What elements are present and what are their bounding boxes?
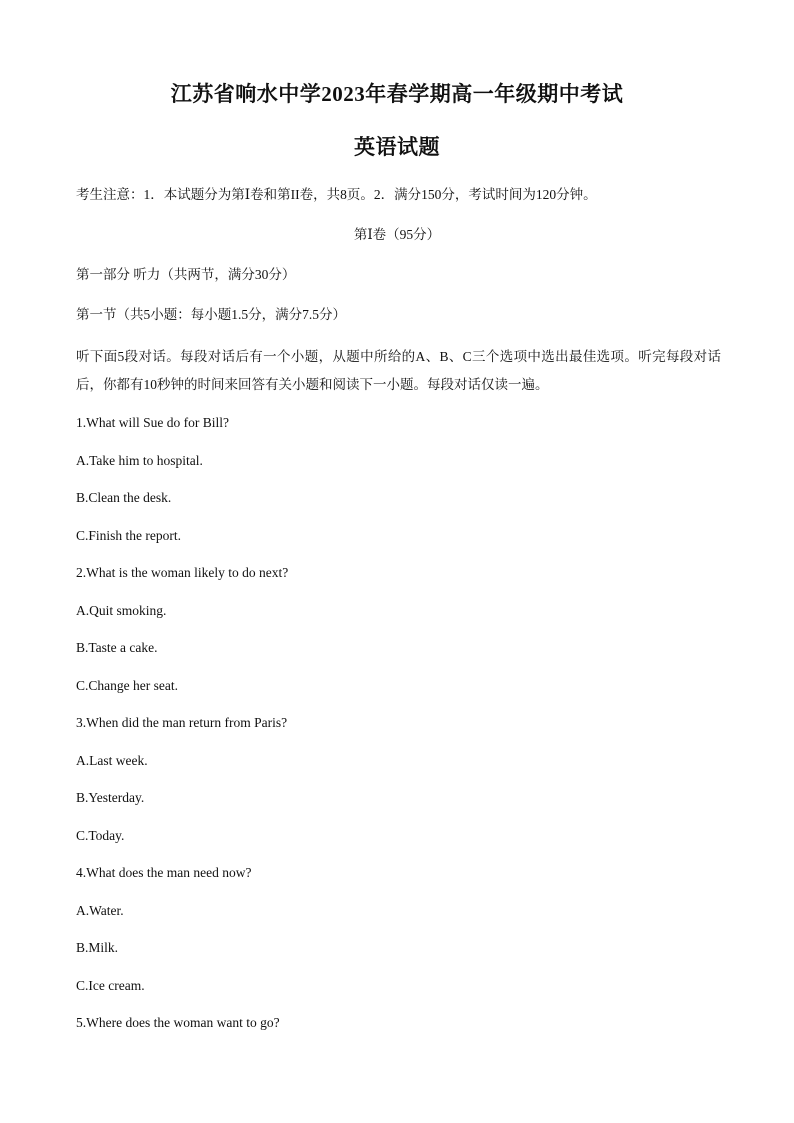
question-3-stem: 3.When did the man return from Paris?: [76, 715, 288, 730]
volume-heading: 第Ⅰ卷（95分）: [353, 227, 441, 242]
question-4-option-a: A.Water.: [76, 903, 124, 918]
question-2-option-c: C.Change her seat.: [76, 678, 178, 693]
question-1-option-b: B.Clean the desk.: [76, 490, 172, 505]
question-2-stem: 2.What is the woman likely to do next?: [76, 565, 289, 580]
question-4-option-b: B.Milk.: [76, 940, 119, 955]
part-heading: 第一部分 听力（共两节，满分30分）: [76, 267, 296, 282]
question-4-option-c: C.Ice cream.: [76, 978, 145, 993]
question-3-option-b: B.Yesterday.: [76, 790, 145, 805]
section-heading: 第一节（共5小题：每小题1.5分，满分7.5分）: [76, 307, 346, 322]
question-1-option-c: C.Finish the report.: [76, 528, 181, 543]
question-1-option-a: A.Take him to hospital.: [76, 453, 203, 468]
question-2-option-b: B.Taste a cake.: [76, 640, 158, 655]
question-3-option-a: A.Last week.: [76, 753, 148, 768]
question-1-stem: 1.What will Sue do for Bill?: [76, 415, 229, 430]
question-2-option-a: A.Quit smoking.: [76, 603, 167, 618]
question-4-stem: 4.What does the man need now?: [76, 865, 252, 880]
question-3-option-c: C.Today.: [76, 828, 125, 843]
exam-title: 江苏省响水中学2023年春学期高一年级期中考试: [170, 82, 624, 106]
listening-instructions: 听下面5段对话。每段对话后有一个小题，从题中所给的A、B、C三个选项中选出最佳选项。听完每段对话后，你都有10秒钟的时间来回答有关小题和阅读下一小题。每段对话仅读一遍。: [76, 349, 721, 392]
exam-subtitle: 英语试题: [354, 135, 440, 159]
exam-notice: 考生注意：1．本试题分为第Ⅰ卷和第II卷，共8页。2．满分150分，考试时间为120分钟。: [76, 187, 597, 202]
question-5-stem: 5.Where does the woman want to go?: [76, 1015, 280, 1030]
